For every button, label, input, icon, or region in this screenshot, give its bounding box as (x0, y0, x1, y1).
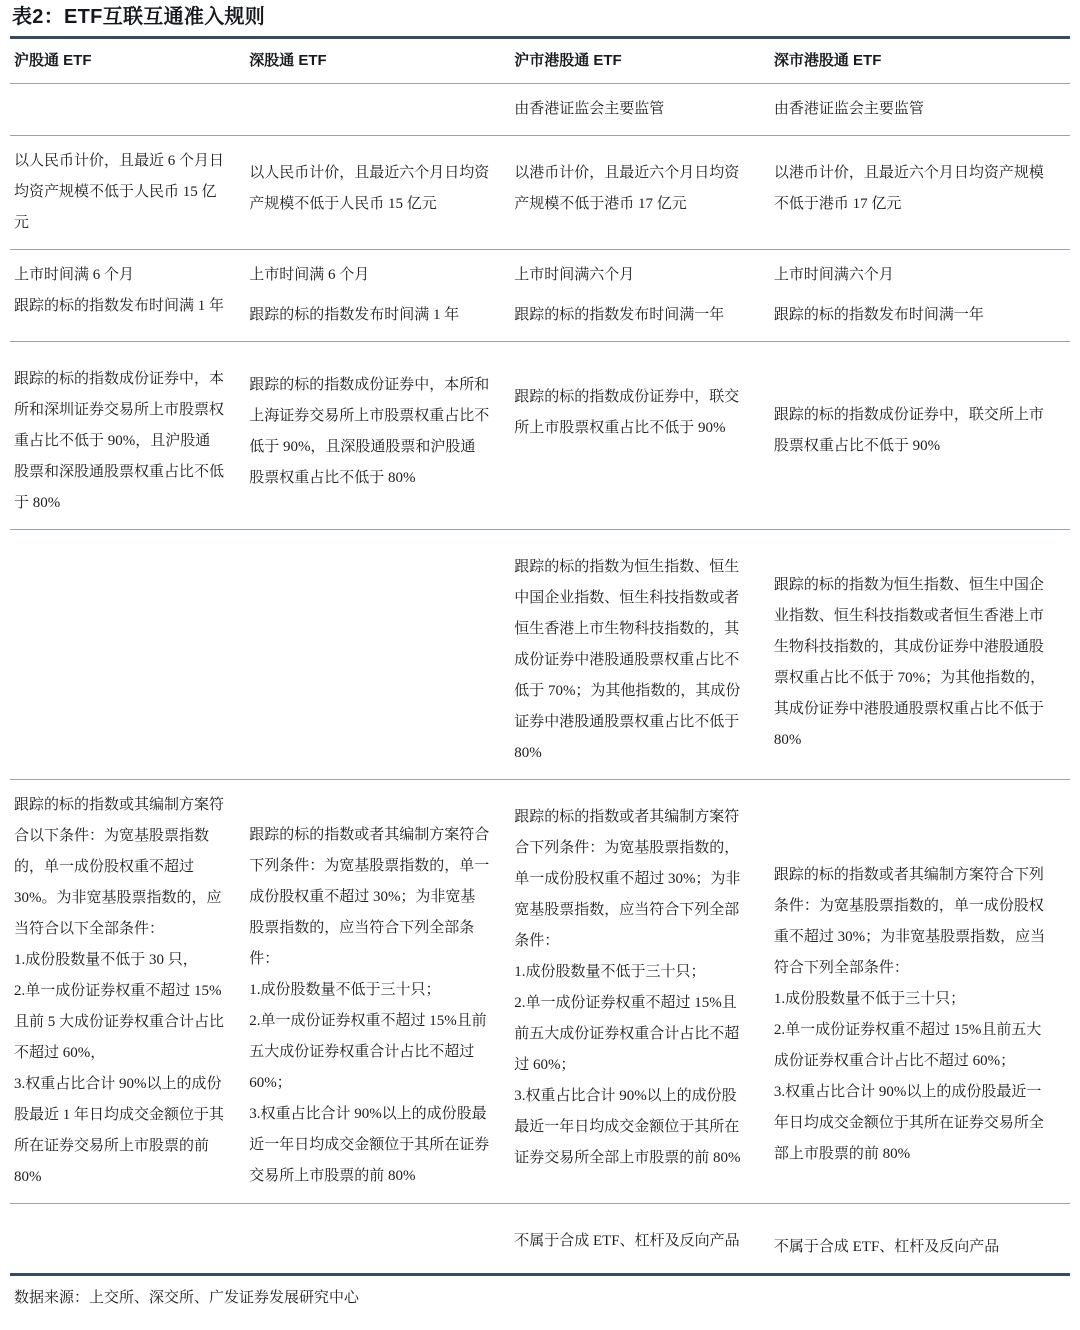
cell-listing-szhk (768, 250, 1070, 342)
cell-aum-sgt (243, 136, 508, 250)
cell-paragraph: 2.单一成份证券权重不超过 15%且前五大成份证券权重合计占比不超过 60%； (249, 1013, 487, 1091)
table-row-regulator (10, 84, 1070, 136)
cell-paragraph: 2.单一成份证券权重不超过 15%且前 5 大成份证券权重合计占比不超过 60%， (14, 983, 225, 1061)
cell-listing-sgt-line1: 上市时间满 6 个月 (249, 267, 370, 283)
cell-weight-shhk (508, 342, 768, 530)
cell-hsi-sgt (243, 530, 508, 780)
cell-compile-szhk-text (768, 780, 1070, 1180)
cell-regulator-shhk-text: 由香港证监会主要监管 (514, 101, 665, 117)
cell-listing-shhk-line2: 跟踪的标的指数发布时间满一年 (514, 307, 725, 323)
cell-regulator-hgt (10, 84, 243, 136)
cell-compile-hgt (10, 780, 243, 1204)
cell-exclusion-shhk-text: 不属于合成 ETF、杠杆及反向产品 (514, 1233, 740, 1249)
cell-listing-shhk (508, 250, 768, 342)
cell-paragraph: 1.成份股数量不低于 30 只， (14, 952, 198, 968)
cell-listing-sgt-line2: 跟踪的标的指数发布时间满 1 年 (249, 307, 460, 323)
cell-weight-sgt (243, 342, 508, 530)
cell-aum-szhk-text: 以港币计价，且最近六个月日均资产规模不低于港币 17 亿元 (773, 165, 1044, 212)
cell-regulator-sgt (243, 84, 508, 136)
cell-listing-szhk-line2: 跟踪的标的指数发布时间满一年 (773, 307, 984, 323)
cell-regulator-szhk (768, 84, 1070, 136)
cell-weight-sgt-text: 跟踪的标的指数成份证券中，本所和上海证券交易所上市股票权重占比不低于 90%，且深股通股票和沪股通股票权重占比不低于 80% (249, 377, 490, 486)
cell-weight-szhk (768, 342, 1070, 530)
cell-listing-sgt (243, 250, 508, 342)
cell-aum-sgt-text: 以人民币计价，且最近六个月日均资产规模不低于人民币 15 亿元 (249, 165, 490, 212)
cell-exclusion-sgt-text (243, 1204, 508, 1224)
table-row-product-type-exclusion (10, 1204, 1070, 1274)
table-title: 表2：ETF互联互通准入规则 (12, 6, 266, 28)
cell-listing-hgt (10, 250, 243, 342)
cell-aum-hgt (10, 136, 243, 250)
cell-hsi-shhk-text: 跟踪的标的指数为恒生指数、恒生中国企业指数、恒生科技指数或者恒生香港上市生物科技指数的，其成份证券中港股通股票权重占比不低于 70%；为其他指数的，其成份证券中港股通股票权重占比不低于 80% (514, 559, 741, 761)
cell-listing-szhk-line1: 上市时间满六个月 (773, 267, 894, 283)
column-header-shhk-label: 沪市港股通 ETF (514, 52, 622, 69)
table-row-hang-seng-index-scope (10, 530, 1070, 780)
cell-regulator-hgt-text (10, 84, 243, 104)
cell-compile-szhk (768, 780, 1070, 1204)
cell-compile-shhk (508, 780, 768, 1204)
cell-paragraph: 1.成份股数量不低于三十只； (514, 964, 706, 980)
cell-exclusion-hgt (10, 1204, 243, 1274)
cell-exclusion-szhk (768, 1204, 1070, 1274)
cell-hsi-szhk-text: 跟踪的标的指数为恒生指数、恒生中国企业指数、恒生科技指数或者恒生香港上市生物科技指数的，其成份证券中港股通股票权重占比不低于 70%；为其他指数的，其成份证券中港股通股票权重占比不低于 80% (773, 577, 1046, 748)
cell-compile-sgt-text (243, 780, 508, 1202)
cell-listing-hgt-line1: 上市时间满 6 个月 (14, 267, 135, 283)
cell-paragraph: 2.单一成份证券权重不超过 15%且前五大成份证券权重合计占比不超过 60%； (514, 995, 740, 1073)
cell-aum-shhk-text: 以港币计价，且最近六个月日均资产规模不低于港币 17 亿元 (514, 165, 740, 212)
column-header-sgt-label: 深股通 ETF (249, 52, 327, 69)
cell-paragraph: 1.成份股数量不低于三十只； (249, 982, 441, 998)
data-source-note: 数据来源：上交所、深交所、广发证券发展研究中心 (14, 1290, 360, 1306)
cell-paragraph: 3.权重占比合计 90%以上的成份股最近 1 年日均成交金额位于其所在证券交易所上市股票的前 80% (14, 1076, 225, 1185)
cell-listing-hgt-line2: 跟踪的标的指数发布时间满 1 年 (14, 298, 225, 314)
cell-aum-shhk (508, 136, 768, 250)
cell-listing-shhk-line1: 上市时间满六个月 (514, 267, 635, 283)
cell-paragraph: 跟踪的标的指数或者其编制方案符合下列条件：为宽基股票指数的，单一成份股权重不超过 30%；为非宽基股票指数，应当符合下列全部条件： (514, 809, 741, 949)
cell-hsi-hgt (10, 530, 243, 780)
cell-weight-szhk-text: 跟踪的标的指数成份证券中，联交所上市股票权重占比不低于 90% (773, 407, 1044, 454)
cell-paragraph: 3.权重占比合计 90%以上的成份股最近一年日均成交金额位于其所在证券交易所上市股票的前 80% (249, 1106, 490, 1184)
cell-regulator-shhk (508, 84, 768, 136)
column-header-hgt (10, 39, 243, 83)
cell-aum-hgt-text: 以人民币计价，且最近 6 个月日均资产规模不低于人民币 15 亿元 (14, 153, 225, 231)
cell-exclusion-shhk (508, 1204, 768, 1274)
cell-weight-hgt-text: 跟踪的标的指数成份证券中，本所和深圳证券交易所上市股票权重占比不低于 90%，且沪股通股票和深股通股票权重占比不低于 80% (14, 371, 225, 511)
cell-paragraph: 跟踪的标的指数或者其编制方案符合下列条件：为宽基股票指数的，单一成份股权重不超过 30%；为非宽基股票指数，应当符合下列全部条件： (773, 867, 1046, 976)
cell-compile-sgt (243, 780, 508, 1204)
cell-compile-hgt-text (10, 780, 243, 1203)
table-row-listing-and-index-history (10, 250, 1070, 342)
cell-hsi-szhk (768, 530, 1070, 780)
cell-hsi-hgt-text (10, 530, 243, 550)
cell-hsi-shhk (508, 530, 768, 780)
column-header-szhk-label: 深市港股通 ETF (773, 52, 882, 69)
cell-regulator-szhk-text: 由香港证监会主要监管 (773, 101, 924, 117)
cell-aum-szhk (768, 136, 1070, 250)
cell-paragraph: 1.成份股数量不低于三十只； (773, 991, 966, 1007)
cell-paragraph: 3.权重占比合计 90%以上的成份股最近一年日均成交金额位于其所在证券交易所全部上市股票的前 80% (773, 1084, 1044, 1162)
column-header-szhk (768, 39, 1070, 83)
table-row-constituent-weight (10, 342, 1070, 530)
table-row-index-compilation-conditions (10, 780, 1070, 1204)
cell-hsi-sgt-text (243, 530, 508, 550)
cell-paragraph: 3.权重占比合计 90%以上的成份股最近一年日均成交金额位于其所在证券交易所全部上市股票的前 80% (514, 1088, 741, 1166)
table-row-currency-and-aum (10, 136, 1070, 250)
table-header-row (10, 39, 1070, 83)
cell-regulator-sgt-text (243, 84, 508, 104)
cell-paragraph: 跟踪的标的指数或其编制方案符合以下条件：为宽基股票指数的，单一成份股权重不超过 30%。为非宽基股票指数的，应当符合以下全部条件： (14, 797, 225, 937)
column-header-shhk (508, 39, 768, 83)
cell-weight-shhk-text: 跟踪的标的指数成份证券中，联交所上市股票权重占比不低于 90% (514, 389, 740, 436)
cell-exclusion-hgt-text (10, 1204, 243, 1224)
column-header-hgt-label: 沪股通 ETF (14, 52, 92, 69)
etf-access-rules-table (10, 39, 1070, 1273)
cell-weight-hgt (10, 342, 243, 530)
cell-paragraph: 跟踪的标的指数或者其编制方案符合下列条件：为宽基股票指数的，单一成份股权重不超过 30%；为非宽基股票指数的，应当符合下列全部条件： (249, 827, 490, 967)
cell-compile-shhk-text (508, 780, 768, 1184)
cell-paragraph: 2.单一成份证券权重不超过 15%且前五大成份证券权重合计占比不超过 60%； (773, 1022, 1042, 1069)
cell-exclusion-sgt (243, 1204, 508, 1274)
cell-exclusion-szhk-text: 不属于合成 ETF、杠杆及反向产品 (773, 1239, 1000, 1255)
column-header-sgt (243, 39, 508, 83)
